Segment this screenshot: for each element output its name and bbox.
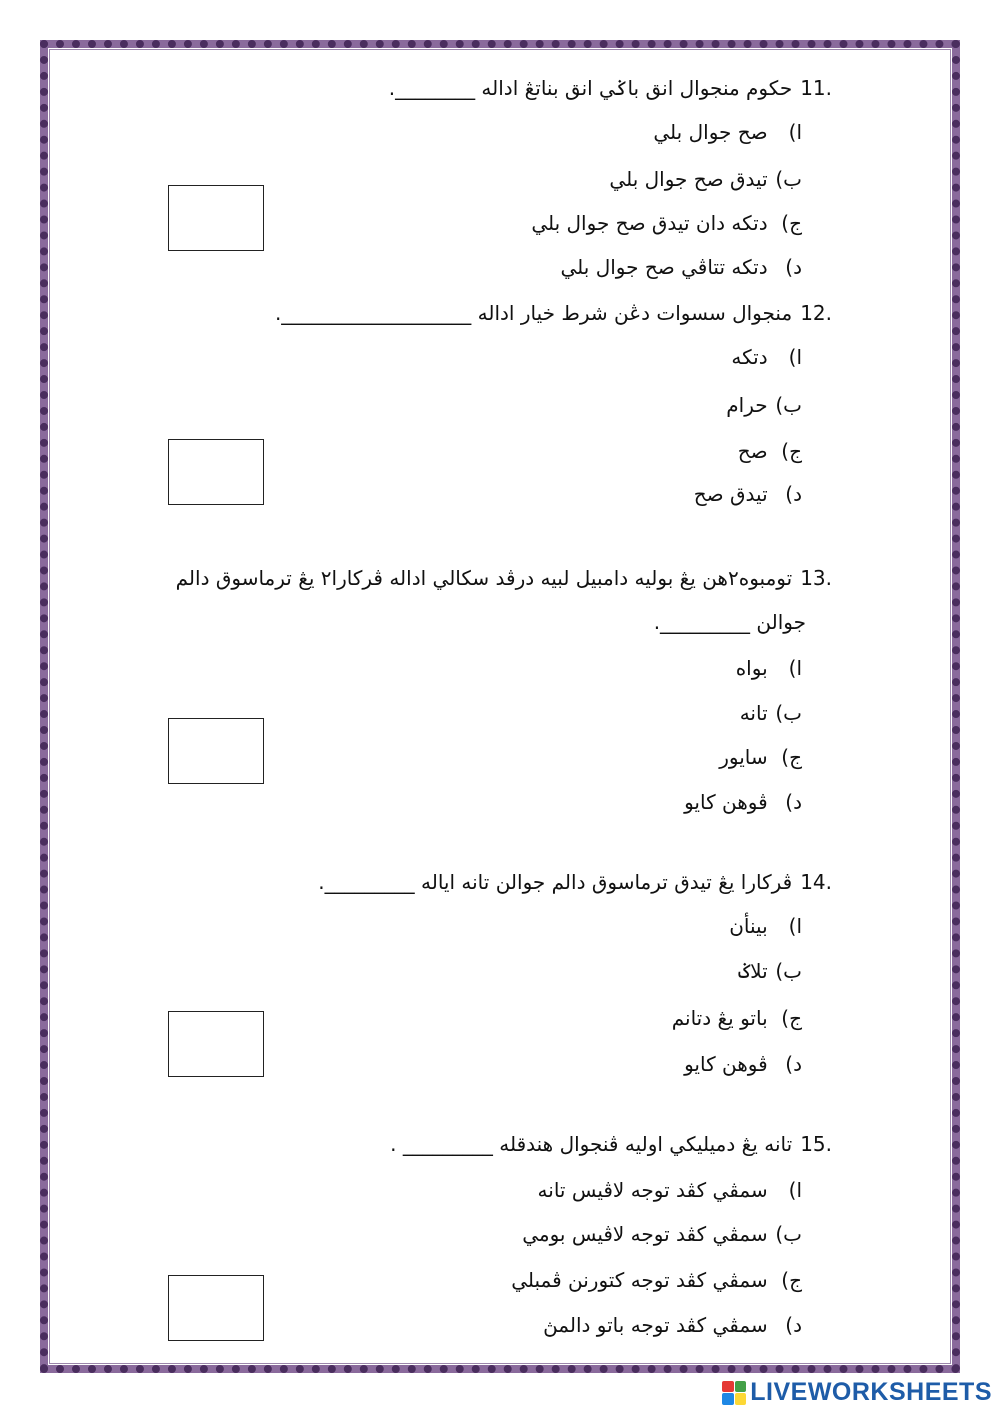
question-text: تومبوه٢هن يڠ بوليه دامبيل لبيه درڤد سكالي اداله ڤركارا٢ يڠ ترماسوق دالم [175, 566, 793, 590]
option-12-a: ا) دتكه [731, 345, 802, 369]
answer-box-11[interactable] [168, 185, 264, 251]
question-number: 12. [800, 301, 832, 325]
option-13-d: د) ڤوهن كايو [684, 790, 802, 814]
question-number: 14. [800, 870, 832, 894]
option-11-a: ا) صح جوال بلي [653, 120, 802, 144]
question-15 [390, 1130, 832, 1158]
question-number: 15. [800, 1132, 832, 1156]
option-11-c: ج) دتكه دان تيدق صح جوال بلي [531, 211, 802, 235]
question-14 [318, 868, 832, 896]
liveworksheets-logo-icon [722, 1381, 746, 1405]
question-text: منجوال سسوات دڠن شرط خيار اداله ___________________. [274, 301, 793, 325]
question-12 [275, 299, 832, 327]
answer-box-14[interactable] [168, 1011, 264, 1077]
option-15-a: ا) سمڤي كڤد توجه لاڤيس تانه [537, 1178, 802, 1202]
question-number: 13. [800, 566, 832, 590]
question-11 [389, 74, 832, 102]
answer-box-13[interactable] [168, 718, 264, 784]
question-number: 11. [800, 76, 832, 100]
question-text: حكوم منجوال انق باݢي انق بناتڠ اداله ________. [388, 76, 793, 100]
question-text-continued: جوالن _________. [653, 610, 806, 634]
option-15-c: ج) سمڤي كڤد توجه كتورنن ڤمبلي [511, 1268, 802, 1292]
option-11-d: د) دتكه تتاڤي صح جوال بلي [560, 255, 802, 279]
option-14-c: ج) باتو يڠ دتانم [671, 1006, 802, 1030]
option-11-b: ب) تيدق صح جوال بلي [609, 167, 802, 191]
option-12-d: د) تيدق صح [693, 482, 802, 506]
option-14-d: د) ڤوهن كايو [684, 1052, 802, 1076]
answer-box-15[interactable] [168, 1275, 264, 1341]
option-13-a: ا) بواه [735, 656, 802, 680]
option-14-b: ب) تلاݢ [738, 959, 802, 983]
question-13 [176, 564, 832, 636]
option-12-c: ج) صح [737, 439, 802, 463]
answer-box-12[interactable] [168, 439, 264, 505]
brand-name: LIVEWORKSHEETS [750, 1378, 992, 1406]
option-15-d: د) سمڤي كڤد توجه باتو دالمڽ [543, 1313, 802, 1337]
option-15-b: ب) سمڤي كڤد توجه لاڤيس بومي [522, 1222, 802, 1246]
question-text: تانه يڠ دميليكي اوليه ڤنجوال هندقله _________ . [390, 1132, 793, 1156]
option-13-b: ب) تانه [739, 701, 802, 725]
liveworksheets-brand [722, 1378, 992, 1407]
option-13-c: ج) سايور [719, 745, 802, 769]
option-12-b: ب) حرام [726, 393, 802, 417]
option-14-a: ا) بينأن [729, 914, 802, 938]
question-text: ڤركارا يڠ تيدق ترماسوق دالم جوالن تانه اياله _________. [318, 870, 793, 894]
